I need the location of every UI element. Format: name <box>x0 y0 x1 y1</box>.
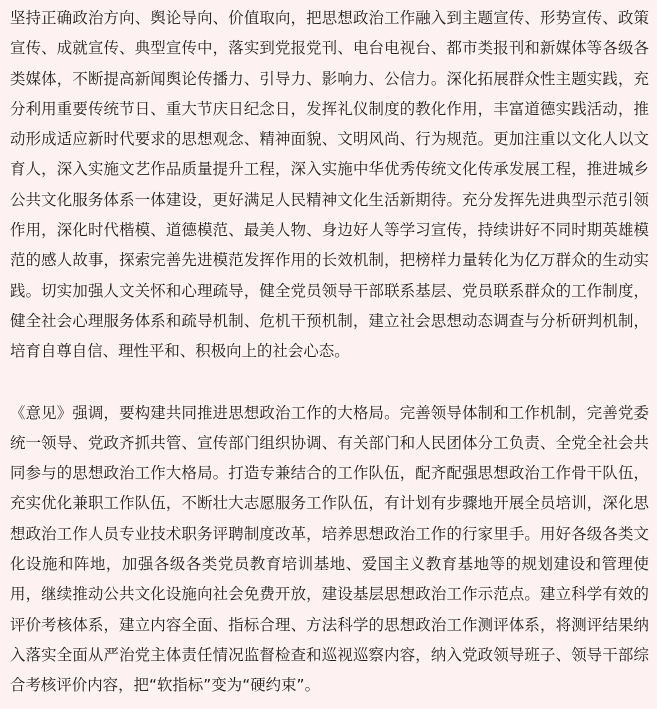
article-paragraph-1: 坚持正确政治方向、舆论导向、价值取向，把思想政治工作融入到主题宣传、形势宣传、政策宣传、成就宣传、典型宣传中，落实到党报党刊、电台电视台、都市类报刊和新媒体等各级各类媒体，不断提高新闻舆论传播力、引导力、影响力、公信力。深化拓展群众性主题实践，充分利用重要传统节日、重大节庆日纪念日，发挥礼仪制度的教化作用，丰富道德实践活动，推动形成适应新时代要求的思想观念、精神面貌、文明风尚、行为规范。更加注重以文化人以文育人，深入实施文艺作品质量提升工程，深入实施中华优秀传统文化传承发展工程，推进城乡公共文化服务体系一体建设，更好满足人民精神文化生活新期待。充分发挥先进典型示范引领作用，深化时代楷模、道德模范、最美人物、身边好人等学习宣传，持续讲好不同时期英雄模范的感人故事，探索完善先进模范发挥作用的长效机制，把榜样力量转化为亿万群众的生动实践。切实加强人文关怀和心理疏导，健全党员领导干部联系基层、党员联系群众的工作制度，健全社会心理服务体系和疏导机制、危机干预机制，建立社会思想动态调查与分析研判机制，培育自尊自信、理性平和、积极向上的社会心态。 <box>10 9 649 361</box>
article-paragraph-2: 《意见》强调，要构建共同推进思想政治工作的大格局。完善领导体制和工作机制，完善党委统一领导、党政齐抓共管、宣传部门组织协调、有关部门和人民团体分工负责、全党全社会共同参与的思想政治工作大格局。打造专兼结合的工作队伍，配齐配强思想政治工作骨干队伍，充实优化兼职工作队伍，不断壮大志愿服务工作队伍，有计划有步骤地开展全员培训，深化思想政治工作人员专业技术职务评聘制度改革，培养思想政治工作的行家里手。用好各级各类文化设施和阵地，加强各级各类党员教育培训基地、爱国主义教育基地等的规划建设和管理使用，继续推动公共文化设施向社会免费开放，建设基层思想政治工作示范点。建立科学有效的评价考核体系，建立内容全面、指标合理、方法科学的思想政治工作测评体系，将测评结果纳入落实全面从严治党主体责任情况监督检查和巡视巡察内容，纳入党政领导班子、领导干部综合考核评价内容，把“软指标”变为“硬约束”。 <box>10 403 649 695</box>
